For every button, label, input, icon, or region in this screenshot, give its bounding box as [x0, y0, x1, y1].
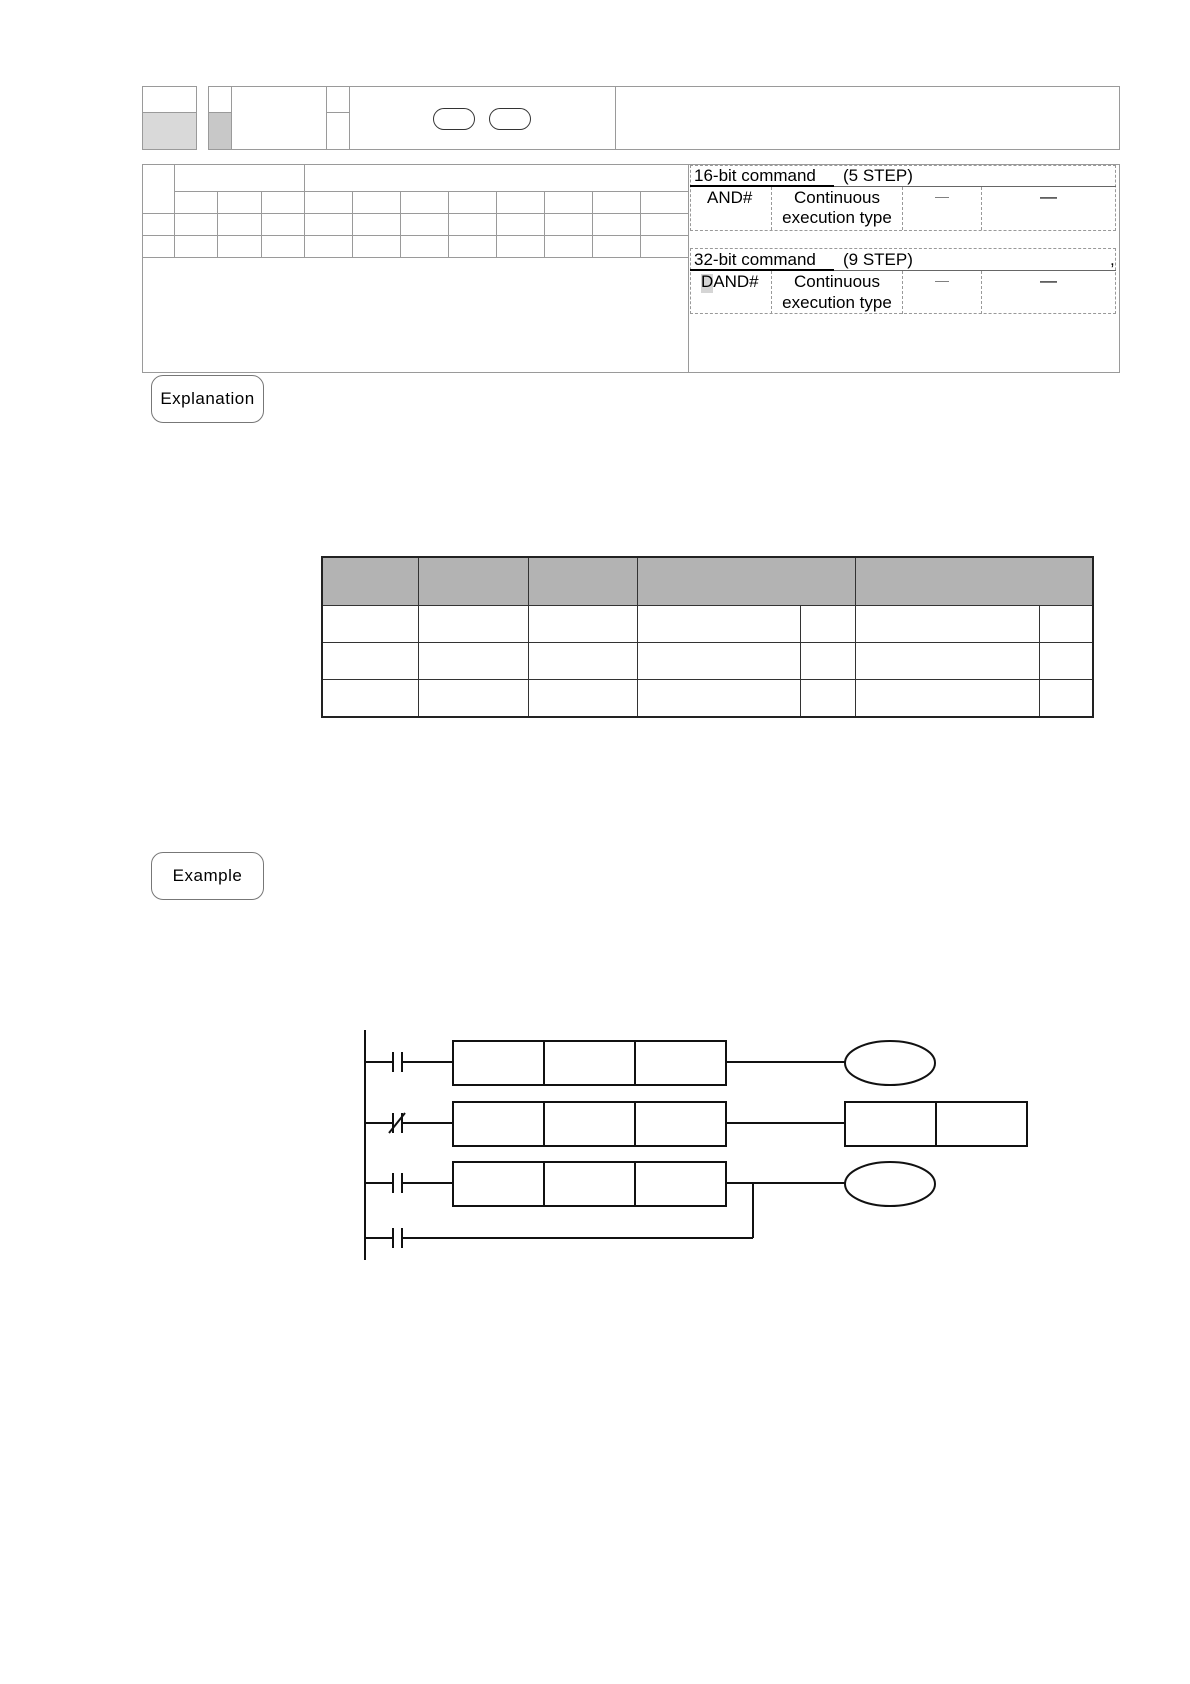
bit16-execution-line1: Continuous: [793, 188, 880, 207]
bit32-steps: (9 STEP): [843, 250, 913, 269]
device-grid-corner: [143, 165, 175, 214]
comparison-header-cell: [419, 557, 528, 605]
bit32-col3: —: [935, 272, 949, 288]
header-cell-mnemonic: [326, 86, 616, 150]
divider: [231, 87, 232, 149]
bit32-execution-line1: Continuous: [793, 272, 880, 291]
compare-block: [453, 1102, 726, 1146]
divider: [327, 112, 349, 113]
output-coil-icon: [845, 1162, 935, 1206]
comparison-header-cell: [322, 557, 419, 605]
bit32-heading: 32-bit command: [694, 250, 816, 269]
compare-block: [453, 1162, 726, 1206]
explanation-label: Explanation: [151, 375, 264, 423]
divider: [143, 112, 196, 113]
rung-2: [365, 1102, 1027, 1146]
comparison-header-cell: [856, 557, 1093, 605]
output-coil-icon: [845, 1041, 935, 1085]
bit32-heading-underline: [690, 269, 834, 271]
divider: [349, 87, 350, 149]
ladder-diagram: [355, 1025, 1035, 1265]
bit32-mnemonic: DAND#: [701, 272, 759, 291]
device-grid: [142, 164, 689, 258]
operand-slot-s1: [433, 108, 475, 130]
comparison-row: [322, 605, 1093, 642]
rung-3: [365, 1162, 935, 1248]
comparison-header-cell: [638, 557, 856, 605]
header-cell-function: [615, 86, 1120, 150]
bit16-col3: —: [935, 188, 949, 204]
bit32-execution-line2: execution type: [782, 293, 892, 312]
divider: [209, 112, 231, 113]
operand-slot-s2: [489, 108, 531, 130]
header-cell-api-number: [142, 86, 197, 150]
comparison-row: [322, 643, 1093, 680]
rung-1: [365, 1041, 935, 1085]
bit32-trailing-mark: ,: [1110, 250, 1115, 269]
bit16-steps: (5 STEP): [843, 166, 913, 185]
bit16-execution-line2: execution type: [782, 208, 892, 227]
device-row-s1: [143, 214, 689, 236]
comparison-row: [322, 680, 1093, 717]
device-group-word: [304, 165, 688, 192]
header-cell-type: [208, 86, 327, 150]
bit16-heading: 16-bit command: [694, 166, 816, 185]
compare-block: [453, 1041, 726, 1085]
header-cell-shade: [209, 112, 231, 149]
example-label: Example: [151, 852, 264, 900]
divider: [688, 164, 689, 373]
comparison-table: [321, 556, 1094, 718]
header-cell-shade: [143, 112, 196, 149]
device-group-bit: [175, 165, 304, 192]
bit16-mnemonic: AND#: [707, 188, 753, 207]
bit16-col4: —: [1040, 187, 1057, 206]
bit16-heading-underline: [690, 185, 834, 187]
comparison-header-cell: [528, 557, 637, 605]
bit32-col4: —: [1040, 271, 1057, 290]
device-row-s2: [143, 236, 689, 258]
